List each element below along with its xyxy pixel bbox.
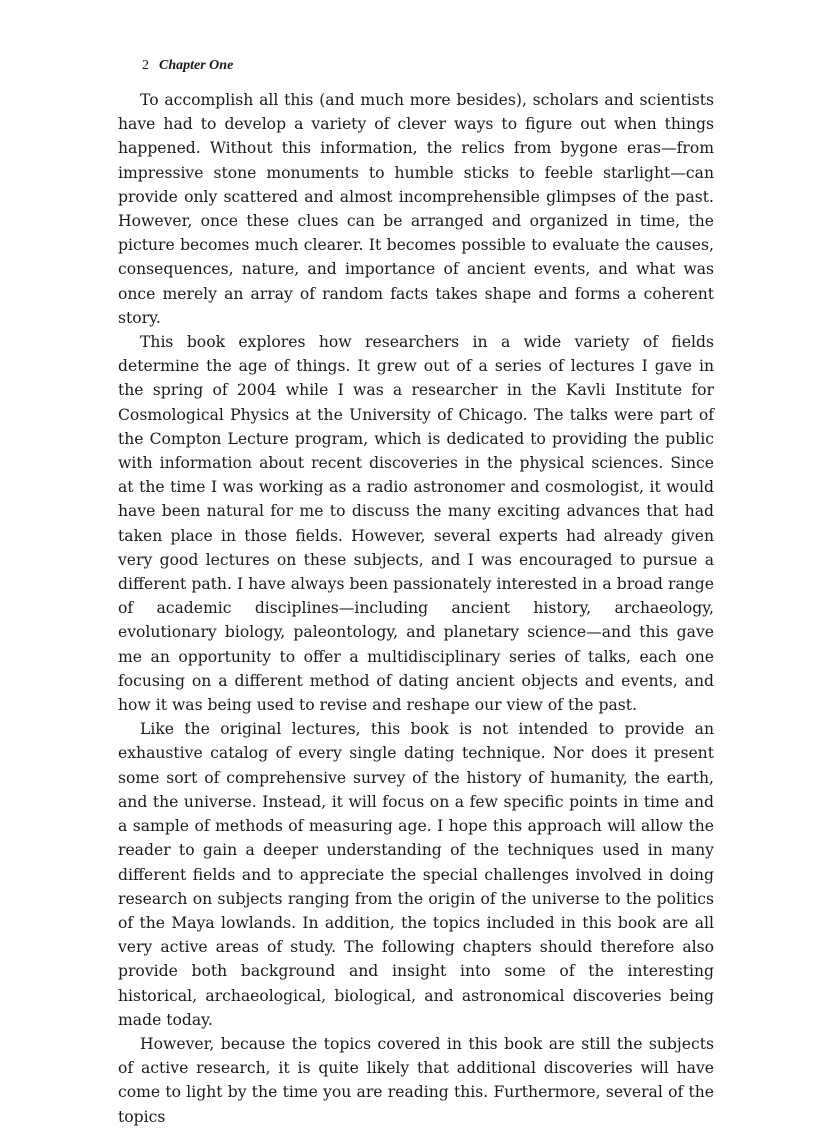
paragraph-1: To accomplish all this (and much more besides), scholars and scientists have had to develop a variety of clever ways to figure out when things happened. Without this information, the relics from bygone eras—from impressive stone monuments to humble sticks to feeble starlight—can provide only scattered and almost incomprehensible glimpses of the past. However, once these clues can be arranged and organized in time, the picture becomes much clearer. It becomes possible to evaluate the causes, consequences, nature, and importance of ancient events, and what was once merely an array of random facts takes shape and forms a coherent story. <box>118 91 714 327</box>
paragraph-3: Like the original lectures, this book is not intended to provide an exhaustive catalog of every single dating technique. Nor does it present some sort of comprehensive survey of the history of humanity, the earth, and the universe. Instead, it will focus on a few specific points in time and a sample of methods of measuring age. I hope this approach will allow the reader to gain a deeper understanding of the techniques used in many different fields and to appreciate the special challenges involved in doing research on subjects ranging from the origin of the universe to the politics of the Maya lowlands. In addition, the topics included in this book are all very active areas of study. The following chapters should therefore also provide both background and insight into some of the interesting historical, archaeological, biological, and astronomical discoveries being made today. <box>118 720 714 1029</box>
book-page <box>118 56 714 1129</box>
body-text <box>118 88 714 1129</box>
paragraph-4: However, because the topics covered in this book are still the subjects of active research, it is quite likely that additional discoveries will have come to light by the time you are reading this. Furthermore, several of the topics <box>118 1034 714 1126</box>
running-head <box>142 56 714 76</box>
page-number: 2 <box>142 58 149 73</box>
paragraph-2: This book explores how researchers in a wide variety of fields determine the age of things. It grew out of a series of lectures I gave in the spring of 2004 while I was a researcher in the Kavli Institute for Cosmological Physics at the University of Chicago. The talks were part of the Compton Lecture program, which is dedicated to providing the public with information about recent discoveries in the physical sciences. Since at the time I was working as a radio astronomer and cosmologist, it would have been natural for me to discuss the many exciting advances that had taken place in those fields. However, several experts had already given very good lectures on these subjects, and I was encouraged to pursue a different path. I have always been passionately interested in a broad range of academic disciplines—including ancient history, archaeology, evolutionary biology, paleontology, and planetary science—and this gave me an opportunity to offer a multidisciplinary series of talks, each one focusing on a different method of dating ancient objects and events, and how it was being used to revise and reshape our view of the past. <box>118 333 714 715</box>
chapter-title: Chapter One <box>159 58 234 73</box>
